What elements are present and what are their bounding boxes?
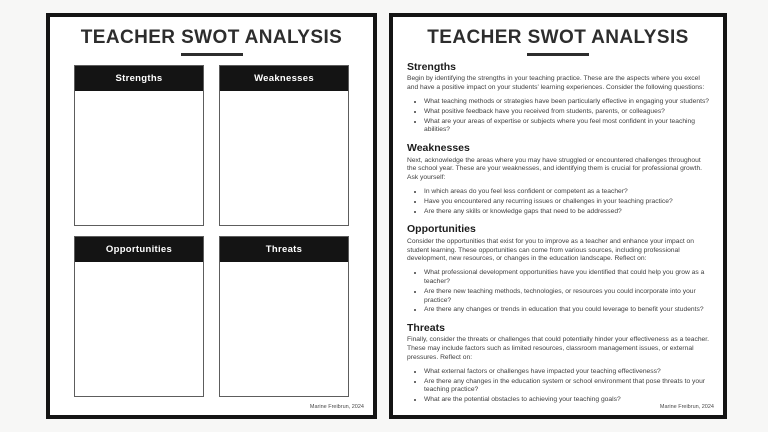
section-heading: Weaknesses (407, 142, 470, 155)
bullet-question: • What teaching methods or strategies have been particularly effective in engaging your students? (424, 98, 709, 107)
quadrant-writing-area (75, 262, 203, 396)
quadrant-writing-area (220, 262, 348, 396)
section-heading: Opportunities (407, 223, 476, 236)
section-intro: Next, acknowledge the areas where you may have struggled or encountered challenges throughout the school year. These are your weaknesses, and identifying them is crucial for professional growth. Ask yourself: (407, 156, 703, 182)
quadrant-header: Opportunities (75, 237, 203, 262)
worksheet-title-block (50, 17, 373, 56)
worksheet-page (46, 13, 377, 419)
swot-grid (50, 56, 373, 397)
section-intro: Consider the opportunities that exist for you to improve as a teacher and enhance your impact on student learning. These opportunities can come from various sources, including professional development, new resources, or changes in the education landscape. Reflect on: (407, 237, 694, 263)
section-bullet-list (407, 269, 709, 315)
instructions-title-block (393, 17, 723, 56)
bullet-question: • What are your areas of expertise or subjects where you feel most confident in your teaching abilities? (424, 118, 709, 135)
bullet-question: • Have you encountered any recurring issues or challenges in your teaching practice? (424, 198, 709, 207)
bullet-question: • In which areas do you feel less confident or competent as a teacher? (424, 188, 709, 197)
section-bullet-list (407, 98, 709, 135)
author-credit: Marine Freibrun, 2024 (309, 404, 364, 410)
bullet-question: • What positive feedback have you received from students, parents, or colleagues? (424, 108, 709, 117)
quadrant-header: Strengths (75, 66, 203, 91)
quadrant-opportunities (74, 236, 204, 397)
bullet-question: • Are there any changes in the education system or school environment that pose threats to your teaching practice? (424, 378, 709, 395)
bullet-question: • Are there any skills or knowledge gaps that need to be addressed? (424, 208, 709, 217)
section-strengths (407, 61, 709, 135)
section-bullet-list (407, 188, 709, 216)
page-title: TEACHER SWOT ANALYSIS (427, 27, 689, 48)
section-heading: Threats (407, 321, 445, 334)
quadrant-writing-area (220, 91, 348, 225)
quadrant-weaknesses (219, 65, 349, 226)
bullet-question: • What external factors or challenges have impacted your teaching effectiveness? (424, 368, 709, 377)
bullet-question: • What professional development opportunities have you identified that could help you grow as a teacher? (424, 269, 709, 286)
instructions-page (389, 13, 727, 419)
section-intro: Begin by identifying the strengths in your teaching practice. These are the aspects where you excel and have a positive impact on your students' learning experiences. Consider the following questions: (407, 75, 705, 92)
quadrant-writing-area (75, 91, 203, 225)
section-opportunities (407, 223, 709, 315)
section-heading: Strengths (407, 60, 457, 73)
quadrant-header: Weaknesses (220, 66, 348, 91)
quadrant-strengths (74, 65, 204, 226)
section-weaknesses (407, 142, 709, 216)
section-threats (407, 322, 709, 405)
section-bullet-list (407, 368, 709, 405)
author-credit: Marine Freibrun, 2024 (659, 404, 714, 410)
instructions-content (393, 56, 723, 405)
bullet-question: • Are there any changes or trends in education that you could leverage to benefit your students? (424, 306, 709, 315)
quadrant-threats (219, 236, 349, 397)
section-intro: Finally, consider the threats or challenges that could potentially hinder your effectiveness as a teacher. These may include factors such as limited resources, classroom management issues, or external pressures. Reflect on: (407, 336, 709, 361)
quadrant-header: Threats (220, 237, 348, 262)
page-title: TEACHER SWOT ANALYSIS (80, 27, 343, 48)
bullet-question: • What are the potential obstacles to achieving your teaching goals? (424, 396, 709, 405)
bullet-question: • Are there new teaching methods, technologies, or resources you could incorporate into your practice? (424, 288, 709, 305)
